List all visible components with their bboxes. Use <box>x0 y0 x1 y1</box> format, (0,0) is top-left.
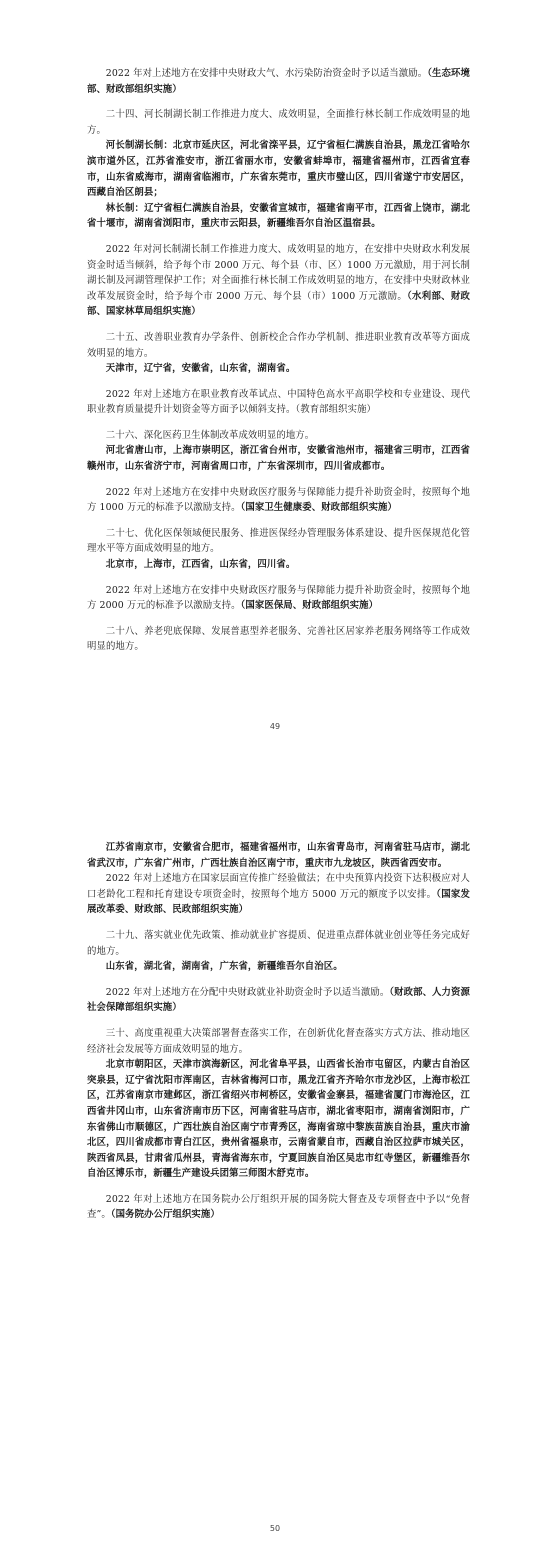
body-text: 二十九、落实就业优先政策、推动就业扩容提质、促进重点群体就业创业等任务完成好的地方。 <box>87 929 470 957</box>
paragraph <box>87 485 470 516</box>
paragraph <box>87 428 470 444</box>
document-page-50 <box>0 800 550 1556</box>
page-body <box>87 840 470 1223</box>
bold-text: 河长制湖长制：北京市延庆区，河北省滦平县，辽宁省桓仁满族自治县，黑龙江省哈尔滨市道外区，江苏省淮安市，浙江省丽水市，安徽省蚌埠市，福建省福州市，江西省宜春市，山东省威海市，湖南省临湘市，广东省东莞市，重庆市璧山区，四川省遂宁市安居区，西藏自治区朗县； <box>87 140 470 199</box>
body-text: 2022 年对上述地方在安排中央财政医疗服务与保障能力提升补助资金时，按照每个地方 1000 万元的标准予以激励支持。 <box>87 486 470 514</box>
paragraph <box>87 201 470 232</box>
body-text: 2022 年对上述地方在职业教育改革试点、中国特色高水平高职学校和专业建设、现代职业教育质量提升计划资金等方面予以倾斜支持。（教育部组织实施） <box>87 388 470 416</box>
page-body <box>87 66 470 655</box>
body-text: 二十四、河长制湖长制工作推进力度大、成效明显，全面推行林长制工作成效明显的地方。 <box>87 109 470 136</box>
body-text: 2022 年对河长制湖长制工作推进力度大、成效明显的地方，在安排中央财政水利发展资金时适当倾斜，给予每个市 2000 万元、每个县（市、区）1000 万元激励，用于河长制湖长制及河湖管理保护工作；对全面推行林长制工作成效明显的地方，在安排中央财政林业改革发展资金时，给予每个市 2000 万元、每个县（市）1000 万元激励。 <box>87 243 470 302</box>
paragraph <box>87 985 470 1016</box>
paragraph <box>87 387 470 418</box>
bold-text: （生态环境部、财政部组织实施） <box>87 68 470 95</box>
body-text: 二十五、改善职业教育办学条件、创新校企合作办学机制、推进职业教育改革等方面成效明显的地方。 <box>87 331 470 359</box>
paragraph <box>87 557 470 573</box>
bold-text: （国家医保局、财政部组织实施） <box>240 600 379 612</box>
bold-text: （国务院办公厅组织实施） <box>110 1209 220 1221</box>
paragraph-gap <box>87 573 470 583</box>
paragraph <box>87 1057 470 1182</box>
body-text: 2022 年对上述地方在国家层面宣传推广经验做法；在中央预算内投资下达积极应对人口老龄化工程和托育建设专项资金时，按照每个地方 5000 万元的额度予以安排。 <box>87 873 470 900</box>
paragraph-gap <box>87 320 470 330</box>
body-text: 二十八、养老兜底保障、发展普惠型养老服务、完善社区居家养老服务网络等工作成效明显的地方。 <box>87 625 470 653</box>
bold-text: （国家卫生健康委、财政部组织实施） <box>240 502 397 514</box>
paragraph <box>87 928 470 959</box>
bold-text: 北京市，上海市，江西省，山东省，四川省。 <box>105 559 296 571</box>
body-text: 二十六、深化医药卫生体制改革成效明显的地方。 <box>105 429 315 441</box>
paragraph <box>87 66 470 97</box>
paragraph-gap <box>87 97 470 107</box>
paragraph <box>87 107 470 138</box>
paragraph <box>87 624 470 655</box>
bold-text: （财政部、人力资源社会保障部组织实施） <box>87 986 470 1014</box>
paragraph-gap <box>87 975 470 985</box>
bold-text: 北京市朝阳区，天津市滨海新区，河北省阜平县，山西省长治市屯留区，内蒙古自治区突泉县，辽宁省沈阳市浑南区，吉林省梅河口市，黑龙江省齐齐哈尔市龙沙区，上海市松江区，江苏省南京市建邺区，浙江省绍兴市柯桥区，安徽省金寨县，福建省厦门市海沧区，江西省井冈山市，山东省济南市历下区，河南省驻马店市，湖北省枣阳市，湖南省浏阳市，广东省佛山市顺德区，广西壮族自治区南宁市青秀区，海南省琼中黎族苗族自治县，重庆市渝北区，四川省成都市青白江区，贵州省福泉市，云南省蒙自市，西藏自治区拉萨市城关区，陕西省凤县，甘肃省瓜州县，青海省海东市，宁夏回族自治区吴忠市红寺堡区，新疆维吾尔自治区博乐市，新疆生产建设兵团第三师图木舒克市。 <box>87 1059 470 1180</box>
paragraph-gap <box>87 418 470 428</box>
paragraph <box>87 138 470 200</box>
bold-text: （水利部、财政部、国家林草局组织实施） <box>87 290 470 318</box>
paragraph <box>87 443 470 474</box>
body-text: 2022 年对上述地方在分配中央财政就业补助资金时予以适当激励。 <box>105 986 390 998</box>
page-number: 49 <box>269 722 281 731</box>
paragraph <box>87 330 470 361</box>
paragraph <box>87 1192 470 1223</box>
paragraph <box>87 1026 470 1057</box>
paragraph <box>87 959 470 975</box>
paragraph <box>87 871 470 918</box>
document-page-49 <box>0 0 550 760</box>
body-text: 二十七、优化医保领域便民服务、推进医保经办管理服务体系建设、提升医保规范化管理水平等方面成效明显的地方。 <box>87 527 470 555</box>
paragraph <box>87 526 470 557</box>
paragraph <box>87 583 470 614</box>
page-number: 50 <box>269 1524 281 1533</box>
paragraph <box>87 840 470 871</box>
body-text: 2022 年对上述地方在国务院办公厅组织开展的国务院大督查及专项督查中予以“免督查”。 <box>87 1193 470 1221</box>
paragraph-gap <box>87 1182 470 1192</box>
paragraph <box>87 242 470 320</box>
paragraph-gap <box>87 377 470 387</box>
paragraph-gap <box>87 232 470 242</box>
paragraph <box>87 361 470 377</box>
bold-text: 河北省唐山市，上海市崇明区，浙江省台州市，安徽省池州市，福建省三明市，江西省赣州市，山东省济宁市，河南省周口市，广东省深圳市，四川省成都市。 <box>87 445 470 473</box>
bold-text: （国家发展改革委、财政部、民政部组织实施） <box>87 888 470 916</box>
body-text: 2022 年对上述地方在安排中央财政大气、水污染防治资金时予以适当激励。 <box>105 68 428 79</box>
bold-text: 江苏省南京市，安徽省合肥市，福建省福州市，山东省青岛市，河南省驻马店市，湖北省武汉市，广东省广州市，广西壮族自治区南宁市，重庆市九龙坡区，陕西省西安市。 <box>87 842 470 869</box>
bold-text: 林长制：辽宁省桓仁满族自治县，安徽省宣城市，福建省南平市，江西省上饶市，湖北省十堰市，湖南省浏阳市，重庆市云阳县，新疆维吾尔自治区温宿县。 <box>87 202 470 230</box>
paragraph-gap <box>87 1016 470 1026</box>
body-text: 三十、高度重视重大决策部署督查落实工作，在创新优化督查落实方式方法、推动地区经济社会发展等方面成效明显的地方。 <box>87 1027 470 1055</box>
body-text: 2022 年对上述地方在安排中央财政医疗服务与保障能力提升补助资金时，按照每个地方 2000 万元的标准予以激励支持。 <box>87 584 470 612</box>
bold-text: 山东省，湖北省，湖南省，广东省，新疆维吾尔自治区。 <box>105 961 343 973</box>
bold-text: 天津市，辽宁省，安徽省，山东省，湖南省。 <box>105 363 296 375</box>
paragraph-gap <box>87 516 470 526</box>
paragraph-gap <box>87 614 470 624</box>
paragraph-gap <box>87 475 470 485</box>
paragraph-gap <box>87 918 470 928</box>
